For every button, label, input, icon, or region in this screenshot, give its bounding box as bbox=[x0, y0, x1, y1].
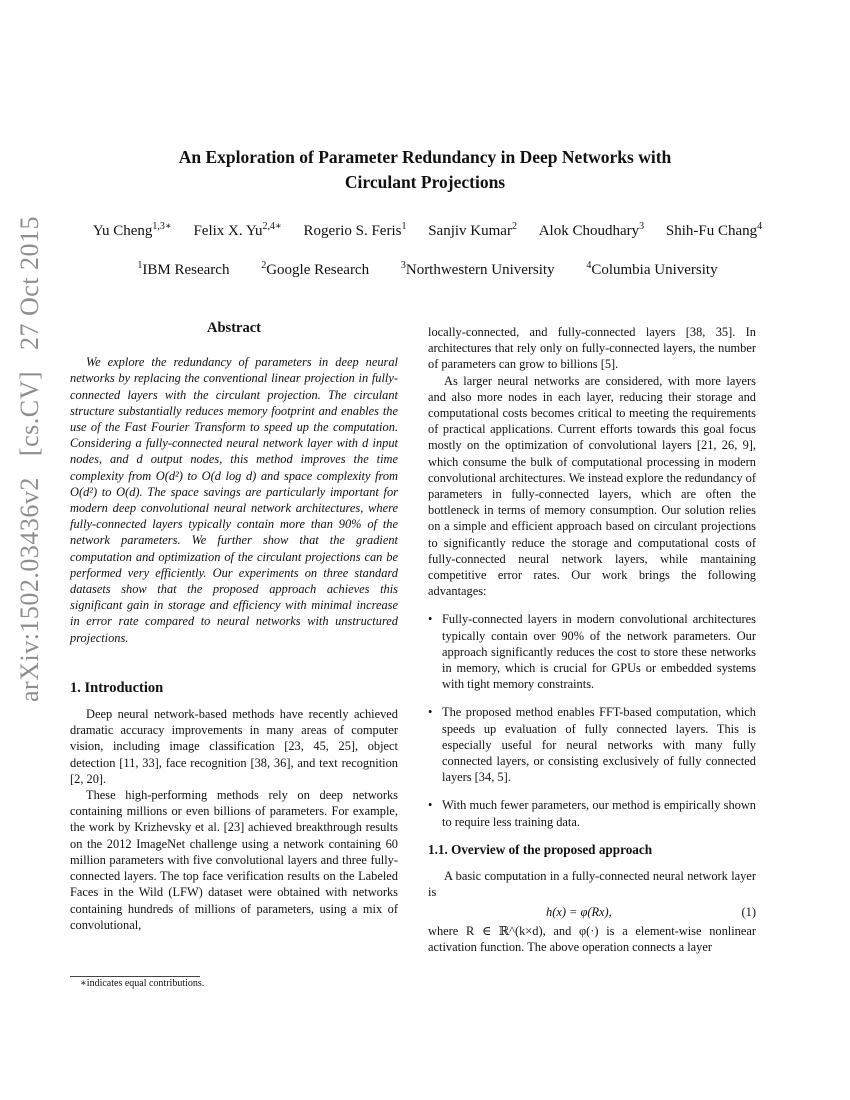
title-line-1: An Exploration of Parameter Redundancy in Deep Networks with bbox=[178, 147, 672, 167]
arxiv-watermark bbox=[8, 0, 52, 1072]
list-item: • The proposed method enables FFT-based computation, which speeds up evaluation of fully connected layers. This is especially useful for neural networks with many fully connected layers, or consisting exclusively of fully connected layers [34, 5]. bbox=[428, 705, 756, 785]
affiliation: $^4$Columbia University bbox=[586, 260, 718, 278]
intro-paragraph-2: These high-performing methods rely on deep networks containing millions or even billions of parameters. For example, the work by Krizhevsky et al. [23] achieved breakthrough results on the 2012 ImageNet challenge using a network containing 60 million parameters with five convolutional layers and three fully-connected layers. The top face verification results on the Labeled Faces in the Wild (LFW) dataset were obtained with networks containing hundreds of millions of parameters, using a mix of convolutional, bbox=[70, 788, 398, 932]
title-line-2: Circulant Projections bbox=[344, 172, 506, 192]
list-item: • Fully-connected layers in modern convolutional architectures typically contain over 90% of the network parameters. Our approach significantly reduces the cost to store these networks in memory, which is crucial for GPUs or embedded systems with tight memory constraints. bbox=[428, 612, 756, 692]
arxiv-category: [cs.CV] bbox=[15, 370, 44, 457]
right-paragraph-2: As larger neural networks are considered, with more layers and also more nodes in each layer, reducing their storage and computational costs becomes critical to meeting the requirements of practical applications. Current efforts towards this goal focus mostly on the optimization of convolutional layers [21, 26, 9], which consume the bulk of computational processing in modern convolutional architectures. We instead explore the redundancy of parameters in fully-connected layers, which are often the bottleneck in terms of memory consumption. Our solution relies on a simple and efficient approach based on circulant projections to significantly reduce the storage and computational costs of fully-connected neural network layers, while mantaining competitive error rates. Our work brings the following advantages: bbox=[428, 373, 756, 599]
overview-paragraph: A basic computation in a fully-connected neural network layer is bbox=[428, 869, 756, 900]
equation-body: h(x) = φ(Rx), bbox=[546, 904, 612, 919]
author: Sanjiv Kumar$^2$ bbox=[428, 221, 517, 239]
author-list bbox=[60, 223, 795, 240]
abstract-text: We explore the redundancy of parameters in deep neural networks by replacing the conventional linear projection in fully-connected layers with the circulant projection. The circulant structure substantially reduces memory footprint and enables the use of the Fast Fourier Transform to speed up the computation. Considering a fully-connected neural network layer with d input nodes, and d output nodes, this method improves the time complexity from O(d²) to O(d log d) and space complexity from O(d²) to O(d). The space savings are particularly important for modern deep convolutional neural network architectures, where fully-connected layers typically contain more than 90% of the network parameters. We further show that the gradient computation and optimization of the circulant projections can be performed very efficiently. Our experiments on three standard datasets show that the proposed approach achieves this significant gain in storage and efficiency with minimal increase in error rate compared to neural networks with unstructured projections. bbox=[70, 355, 398, 645]
author: Rogerio S. Feris$^1$ bbox=[303, 221, 407, 239]
advantages-list bbox=[428, 611, 756, 829]
list-item: • With much fewer parameters, our method is empirically shown to require less training data. bbox=[428, 798, 756, 829]
affiliation-list bbox=[60, 262, 795, 279]
footnote-rule bbox=[70, 976, 200, 977]
author: Shih-Fu Chang$^4$ bbox=[665, 221, 763, 239]
right-paragraph-1: locally-connected, and fully-connected layers [38, 35]. In architectures that rely only on fully-connected layers, the number of parameters can grow to billions [5]. bbox=[428, 325, 756, 372]
after-equation-paragraph: where R ∈ ℝ^(k×d), and φ(·) is a element-wise nonlinear activation function. The above operation connects a layer bbox=[428, 923, 756, 954]
equation-number: (1) bbox=[741, 904, 756, 919]
intro-heading: 1. Introduction bbox=[70, 679, 164, 696]
intro-paragraph-1: Deep neural network-based methods have recently achieved dramatic accuracy improvements in many areas of computer vision, including image classification [23, 45, 25], object detection [11, 33], face recognition [38, 36], and text recognition [2, 20]. bbox=[70, 707, 398, 786]
author: Felix X. $Yu^{2,4∗}$ bbox=[193, 221, 282, 239]
footnote: ∗indicates equal contributions. bbox=[80, 978, 205, 989]
right-column bbox=[428, 324, 756, 955]
subsection-heading: 1.1. Overview of the proposed approach bbox=[428, 841, 653, 857]
paper-title bbox=[80, 145, 770, 195]
arxiv-date: 27 Oct 2015 bbox=[15, 215, 44, 350]
author: Alok Choudhary$^3$ bbox=[538, 221, 645, 239]
affiliation: $^2$Google Research bbox=[261, 260, 370, 278]
bullet-icon: • bbox=[428, 798, 433, 813]
abstract-heading: Abstract bbox=[207, 320, 261, 336]
bullet-icon: • bbox=[428, 705, 433, 720]
equation-1 bbox=[428, 904, 756, 920]
bullet-icon: • bbox=[428, 612, 433, 627]
arxiv-id: arXiv:1502.03436v2 bbox=[15, 477, 44, 702]
affiliation: $^3$Northwestern University bbox=[400, 260, 555, 278]
left-column bbox=[70, 320, 398, 933]
affiliation: $^1$IBM Research bbox=[137, 260, 230, 278]
author: Yu Cheng$^{1,3∗}$ bbox=[92, 221, 172, 239]
